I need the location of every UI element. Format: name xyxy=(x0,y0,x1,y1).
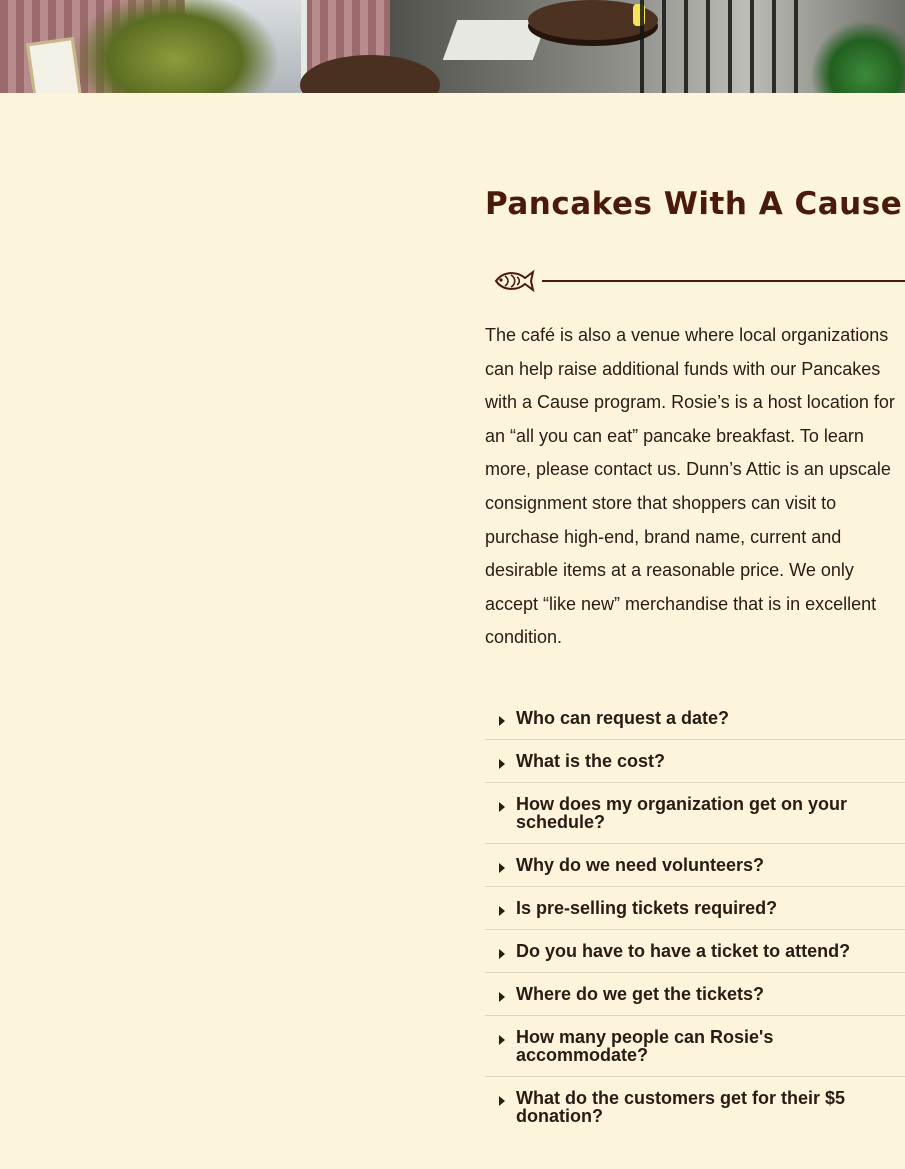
divider-line xyxy=(542,280,905,282)
section-title: Pancakes With A Cause xyxy=(485,186,903,222)
caret-right-icon xyxy=(499,1035,505,1045)
caret-right-icon xyxy=(499,949,505,959)
faq-item[interactable] xyxy=(485,1016,905,1077)
caret-right-icon xyxy=(499,992,505,1002)
faq-item[interactable] xyxy=(485,783,905,844)
intro-paragraph: The café is also a venue where local organizations can help raise additional funds with our Pancakes with a Cause program. Rosie’s is a host location for an “all you can eat” pancake breakfast. To learn more, please contact us. Dunn’s Attic is an upscale consignment store that shoppers can visit to purchase high-end, brand name, current and desirable items at a reasonable price. We only accept “like new” merchandise that is in excellent condition. xyxy=(485,325,895,648)
caret-right-icon xyxy=(499,716,505,726)
faq-item[interactable] xyxy=(485,887,905,930)
hero-sign xyxy=(26,37,82,93)
faq-item[interactable] xyxy=(485,844,905,887)
caret-right-icon xyxy=(499,863,505,873)
hero-plant xyxy=(810,20,905,93)
pancakes-section xyxy=(485,180,905,1137)
faq-item[interactable] xyxy=(485,973,905,1016)
caret-right-icon xyxy=(499,906,505,916)
faq-question: What is the cost? xyxy=(516,750,666,771)
caret-right-icon xyxy=(499,1096,505,1106)
hero-chairs xyxy=(640,0,800,93)
section-divider xyxy=(485,266,905,296)
faq-question: How does my organization get on your schedule? xyxy=(516,793,848,832)
hero-image xyxy=(0,0,905,93)
faq-question: Who can request a date? xyxy=(516,707,730,728)
faq-question: How many people can Rosie's accommodate? xyxy=(516,1026,774,1065)
faq-item[interactable] xyxy=(485,1077,905,1137)
hero-plant xyxy=(70,0,280,93)
faq-item[interactable] xyxy=(485,930,905,973)
faq-item[interactable] xyxy=(485,740,905,783)
faq-question: Why do we need volunteers? xyxy=(516,854,765,875)
fish-ornament-icon xyxy=(493,267,537,300)
faq-item[interactable] xyxy=(485,697,905,740)
caret-right-icon xyxy=(499,802,505,812)
faq-question: Is pre-selling tickets required? xyxy=(516,897,778,918)
caret-right-icon xyxy=(499,759,505,769)
faq-question: What do the customers get for their $5 donation? xyxy=(516,1087,846,1126)
faq-accordion xyxy=(485,697,905,1137)
faq-question: Where do we get the tickets? xyxy=(516,983,765,1004)
faq-question: Do you have to have a ticket to attend? xyxy=(516,940,851,961)
